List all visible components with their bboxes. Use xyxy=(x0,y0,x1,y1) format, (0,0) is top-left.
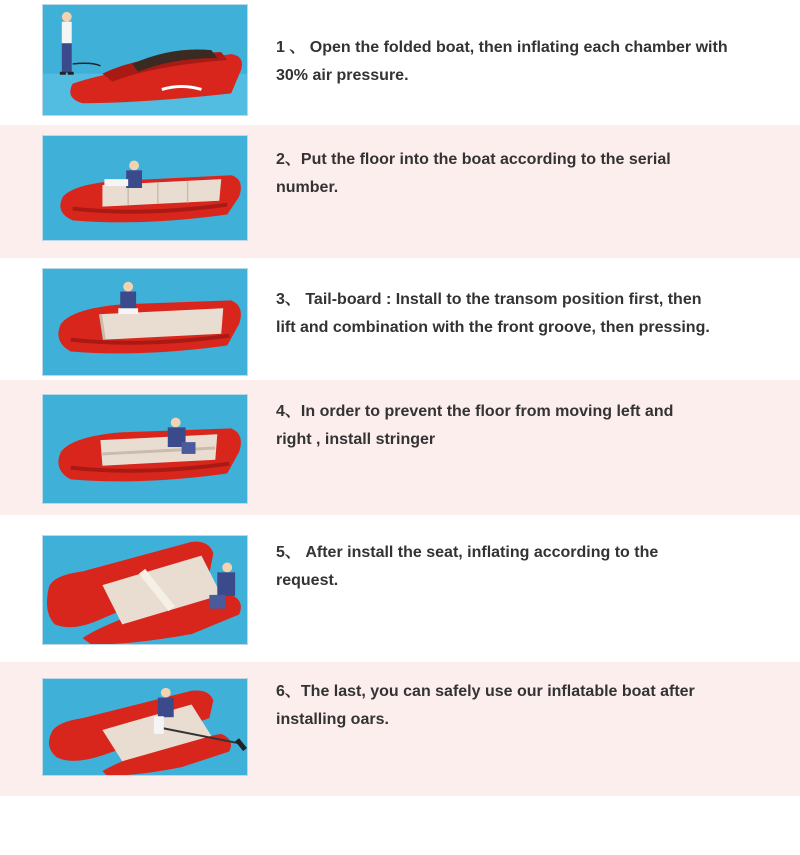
step-1-text xyxy=(276,34,776,90)
step-5-line-2: request. xyxy=(276,572,339,589)
boat-oars-icon xyxy=(43,679,247,775)
boat-unfolding-icon xyxy=(43,5,247,115)
step-4-line-1: 4、In order to prevent the floor from moving left and xyxy=(276,403,674,420)
step-1-line-1: 1 、 Open the folded boat, then inflating each chamber with xyxy=(276,39,728,56)
step-2 xyxy=(0,125,800,258)
step-3 xyxy=(0,258,800,380)
step-4-line-2: right , install stringer xyxy=(276,431,436,448)
step-2-text xyxy=(276,146,776,202)
step-4-text xyxy=(276,398,776,454)
step-2-image xyxy=(42,135,248,241)
step-5-image xyxy=(42,535,248,645)
step-5-line-1: 5、 After install the seat, inflating according to the xyxy=(276,544,659,561)
step-4 xyxy=(0,380,800,515)
step-3-line-2: lift and combination with the front groove, then pressing. xyxy=(276,319,710,336)
step-6-text xyxy=(276,678,776,734)
step-2-line-1: 2、Put the floor into the boat according to the serial xyxy=(276,151,671,168)
step-6-line-2: installing oars. xyxy=(276,711,389,728)
step-6-image xyxy=(42,678,248,776)
step-6-line-1: 6、The last, you can safely use our inflatable boat after xyxy=(276,683,695,700)
step-5 xyxy=(0,515,800,662)
step-1-image xyxy=(42,4,248,116)
step-6 xyxy=(0,662,800,796)
step-1 xyxy=(0,0,800,125)
step-3-text xyxy=(276,286,776,342)
step-2-line-2: number. xyxy=(276,179,339,196)
step-3-line-1: 3、 Tail-board : Install to the transom position first, then xyxy=(276,291,702,308)
boat-seat-inflate-icon xyxy=(43,536,247,644)
step-4-image xyxy=(42,394,248,504)
boat-tailboard-icon xyxy=(43,269,247,375)
step-1-line-2: 30% air pressure. xyxy=(276,67,409,84)
boat-floor-install-icon xyxy=(43,136,247,240)
step-5-text xyxy=(276,539,776,595)
boat-stringer-icon xyxy=(43,395,247,503)
step-3-image xyxy=(42,268,248,376)
